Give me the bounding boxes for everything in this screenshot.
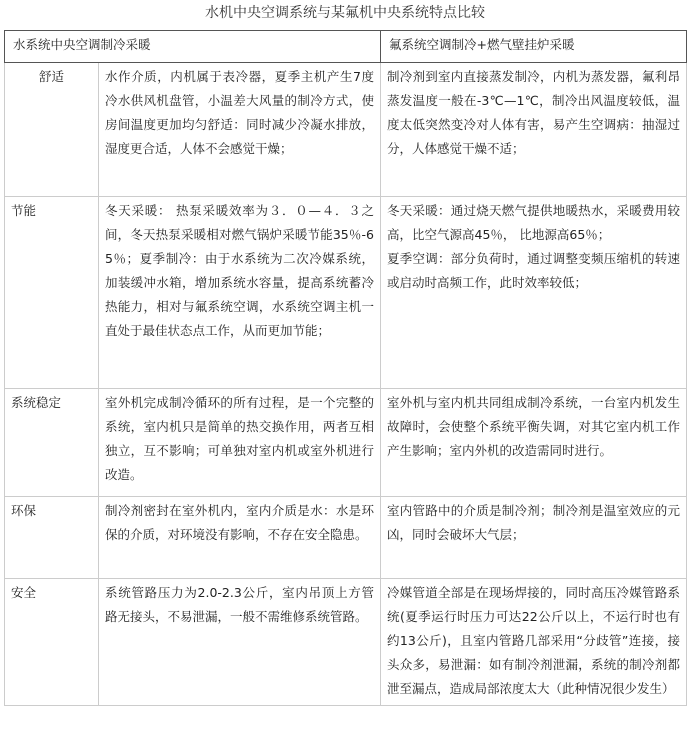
row-label-environmental: 环保 xyxy=(5,497,99,579)
row-label-system-stability: 系统稳定 xyxy=(5,389,99,497)
cell-fluorine-energy-saving xyxy=(381,197,687,389)
table-row-safety xyxy=(5,579,687,706)
table-header-row xyxy=(5,31,687,63)
row-label-energy-saving: 节能 xyxy=(5,197,99,389)
fluorine-summer-cooling: 夏季空调：部分负荷时，通过调整变频压缩机的转速或启动时高频工作，此时效率较低； xyxy=(387,251,681,290)
table-row-system-stability xyxy=(5,389,687,497)
comparison-table xyxy=(4,30,687,706)
cell-fluorine-environmental: 室内管路中的介质是制冷剂；制冷剂是温室效应的元凶，同时会破坏大气层； xyxy=(381,497,687,579)
cell-fluorine-comfort: 制冷剂到室内直接蒸发制冷，内机为蒸发器，氟利昂蒸发温度一般在-3℃—1℃，制冷出风温度较低，温度太低突然变冷对人体有害，易产生空调病：抽湿过分，人体感觉干燥不适； xyxy=(381,63,687,197)
table-row-environmental xyxy=(5,497,687,579)
fluorine-winter-heating: 冬天采暖：通过烧天燃气提供地暖热水，采暖费用较高，比空气源高45％， 比地源高65％； xyxy=(387,203,681,242)
header-fluorine-system: 氟系统空调制冷+燃气壁挂炉采暖 xyxy=(381,31,687,63)
cell-water-comfort: 水作介质，内机属于表冷器，夏季主机产生7度冷水供风机盘管，小温差大风量的制冷方式，使房间温度更加均匀舒适：同时减少冷凝水排放，湿度更合适，人体不会感觉干燥； xyxy=(99,63,381,197)
table-row-energy-saving xyxy=(5,197,687,389)
row-label-comfort: 舒适 xyxy=(5,63,99,197)
cell-water-system-stability: 室外机完成制冷循环的所有过程，是一个完整的系统，室内机只是简单的热交换作用，两者互相独立，互不影响；可单独对室内机或室外机进行改造。 xyxy=(99,389,381,497)
cell-water-safety: 系统管路压力为2.0-2.3公斤，室内吊顶上方管路无接头，不易泄漏，一般不需维修系统管路。 xyxy=(99,579,381,706)
cell-fluorine-safety: 冷媒管道全部是在现场焊接的，同时高压冷媒管路系统(夏季运行时压力可达22公斤以上，不运行时也有约13公斤)，且室内管路几部采用“分歧管”连接，接头众多，易泄漏：如有制冷剂泄漏，系统的制冷剂都泄至漏点，造成局部浓度太大（此种情况很少发生） xyxy=(381,579,687,706)
cell-fluorine-system-stability: 室外机与室内机共同组成制冷系统，一台室内机发生故障时，会使整个系统平衡失调，对其它室内机工作产生影响；室内外机的改造需同时进行。 xyxy=(381,389,687,497)
cell-water-environmental: 制冷剂密封在室外机内，室内介质是水：水是环保的介质，对环境没有影响，不存在安全隐患。 xyxy=(99,497,381,579)
row-label-safety: 安全 xyxy=(5,579,99,706)
header-water-system: 水系统中央空调制冷采暖 xyxy=(5,31,381,63)
cell-water-energy-saving: 冬天采暖： 热泵采暖效率为３．０—４．３之间，冬天热泵采暖相对燃气锅炉采暖节能35％-65％；夏季制冷：由于水系统为二次冷媒系统，加装缓冲水箱，增加系统水容量，提高系统蓄冷热能力，相对与氟系统空调，水系统空调主机一直处于最佳状态点工作，从而更加节能； xyxy=(99,197,381,389)
page-title: 水机中央空调系统与某氟机中央系统特点比较 xyxy=(205,5,485,21)
table-row-comfort xyxy=(5,63,687,197)
